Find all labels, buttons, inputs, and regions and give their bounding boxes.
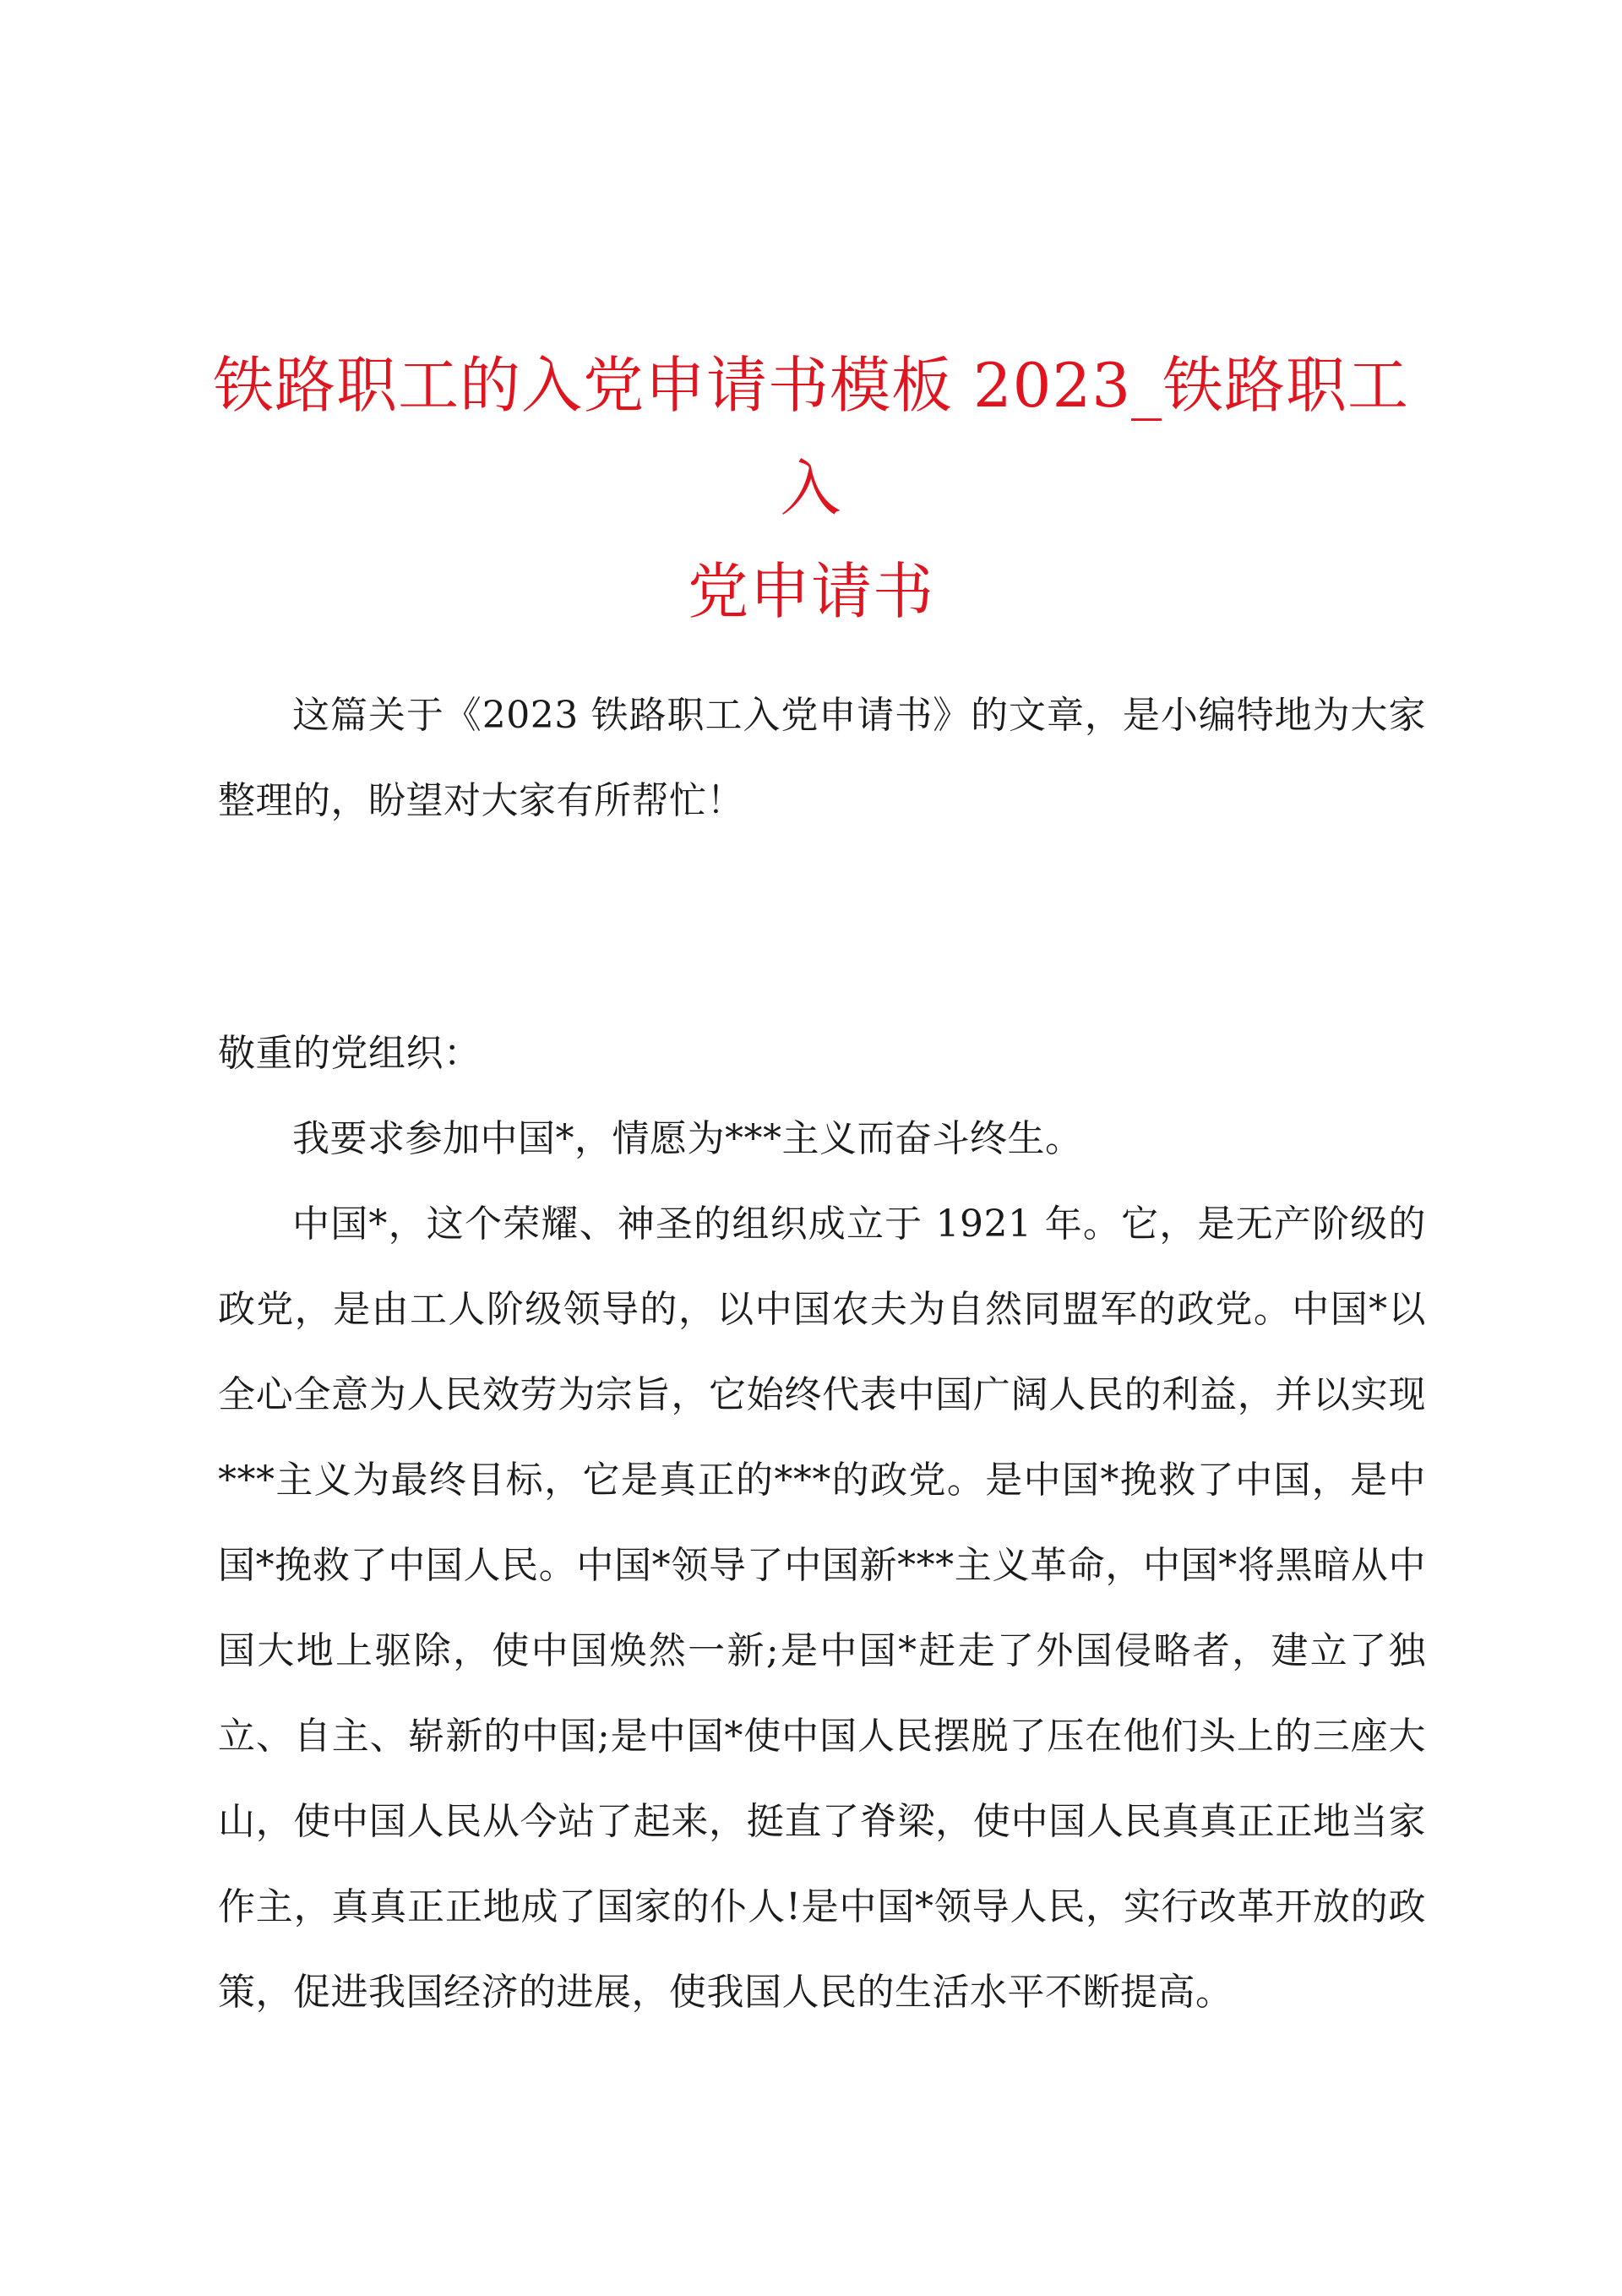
intro-paragraph: 这篇关于《2023 铁路职工入党申请书》的文章，是小编特地为大家整理的，盼望对大家有所帮忙！	[218, 694, 1426, 822]
letter-body	[218, 1011, 1426, 2035]
salutation: 敬重的党组织：	[218, 1032, 482, 1075]
intro-section	[218, 673, 1426, 843]
body-paragraph-1: 我要求参加中国*，情愿为***主义而奋斗终生。	[292, 1117, 1083, 1160]
title-line-1: 铁路职工的入党申请书模板 2023_铁路职工入	[212, 350, 1410, 524]
document-title	[203, 334, 1419, 643]
title-line-2: 党申请书	[687, 556, 934, 627]
body-paragraph-2: 中国*，这个荣耀、神圣的组织成立于 1921 年。它，是无产阶级的政党，是由工人阶级领导的，以中国农夫为自然同盟军的政党。中国*以全心全意为人民效劳为宗旨，它始终代表中国广阔人民的利益，并以实现***主义为最终目标，它是真正的***的政党。是中国*挽救了中国，是中国*挽救了中国人民。中国*领导了中国新***主义革命，中国*将黑暗从中国大地上驱除，使中国焕然一新;是中国*赶走了外国侵略者，建立了独立、自主、崭新的中国;是中国*使中国人民摆脱了压在他们头上的三座大山，使中国人民从今站了起来，挺直了脊梁，使中国人民真真正正地当家作主，真真正正地成了国家的仆人!是中国*领导人民，实行改革开放的政策，促进我国经济的进展，使我国人民的生活水平不断提高。	[218, 1203, 1426, 2014]
